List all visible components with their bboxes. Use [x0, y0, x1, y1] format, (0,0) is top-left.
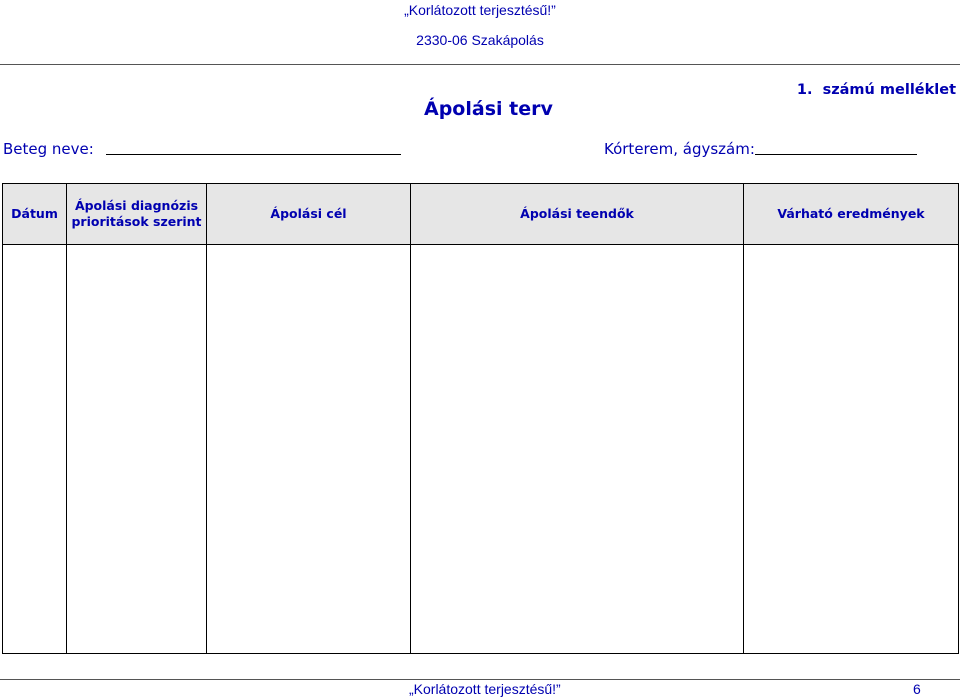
column-header-tasks: Ápolási teendők	[411, 184, 744, 245]
column-header-expected-results: Várható eredmények	[744, 184, 959, 245]
column-header-diagnosis: Ápolási diagnózis prioritások szerint	[67, 184, 207, 245]
table-header-row	[3, 184, 959, 245]
column-header-goal: Ápolási cél	[207, 184, 411, 245]
cell-date[interactable]	[3, 245, 67, 654]
cell-tasks[interactable]	[411, 245, 744, 654]
ward-bed-field[interactable]	[755, 154, 917, 155]
footer-distribution: „Korlátozott terjesztésű!”	[409, 681, 561, 697]
patient-name-field[interactable]	[106, 154, 401, 155]
patient-name-label: Beteg neve:	[3, 140, 94, 158]
page-title: Ápolási terv	[424, 98, 553, 120]
column-header-date: Dátum	[3, 184, 67, 245]
page-number: 6	[913, 681, 921, 697]
cell-goal[interactable]	[207, 245, 411, 654]
header-distribution: „Korlátozott terjesztésű!”	[404, 2, 556, 18]
cell-diagnosis[interactable]	[67, 245, 207, 654]
attachment-label: 1. számú melléklet	[796, 82, 956, 98]
header-divider	[0, 64, 960, 65]
ward-bed-label: Kórterem, ágyszám:	[604, 140, 755, 158]
table-row	[3, 245, 959, 654]
header-subject: 2330-06 Szakápolás	[416, 32, 544, 48]
care-plan-table	[2, 183, 959, 654]
footer-divider	[0, 679, 960, 680]
cell-expected-results[interactable]	[744, 245, 959, 654]
